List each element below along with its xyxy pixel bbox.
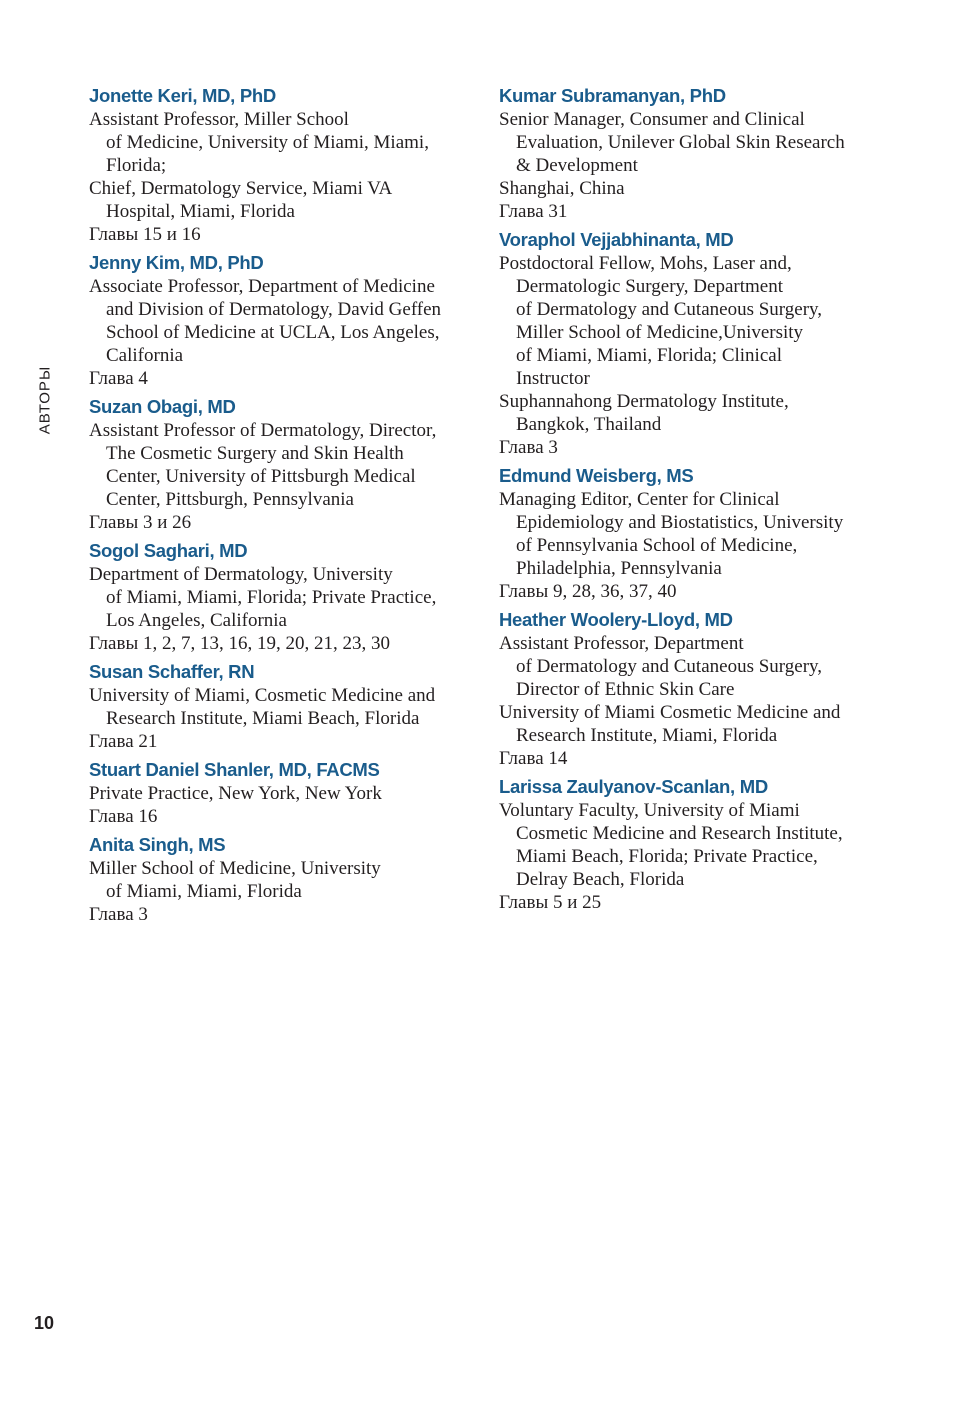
author-entry: [89, 84, 481, 246]
author-name: Stuart Daniel Shanler, MD, FACMS: [89, 759, 380, 780]
author-name: Anita Singh, MS: [89, 834, 226, 855]
affiliation-line: of Miami, Miami, Florida; Clinical: [516, 345, 782, 366]
affiliation-line: Chief, Dermatology Service, Miami VA: [89, 178, 393, 199]
author-entry: [499, 775, 891, 914]
author-name: Voraphol Vejjabhinanta, MD: [499, 229, 734, 250]
affiliation-line: of Miami, Miami, Florida: [106, 881, 302, 902]
affiliation-line: Главы 5 и 25: [499, 892, 602, 913]
affiliation-line: Instructor: [516, 368, 590, 389]
affiliation-line: Managing Editor, Center for Clinical: [499, 489, 780, 510]
affiliation-line: Private Practice, New York, New York: [89, 783, 382, 804]
affiliation-line: Hospital, Miami, Florida: [106, 201, 295, 222]
affiliation-line: University of Miami, Cosmetic Medicine and: [89, 685, 436, 706]
author-name: Heather Woolery-Lloyd, MD: [499, 609, 733, 630]
author-entry: [89, 758, 481, 828]
author-entry: [499, 464, 891, 603]
affiliation-line: Suphannahong Dermatology Institute,: [499, 391, 789, 412]
affiliation-line: Miller School of Medicine,University: [516, 322, 804, 343]
affiliation-line: Senior Manager, Consumer and Clinical: [499, 109, 805, 130]
affiliation-line: Глава 16: [89, 806, 158, 827]
affiliation-line: Los Angeles, California: [106, 610, 287, 631]
affiliation-line: Voluntary Faculty, University of Miami: [499, 800, 800, 821]
affiliation-line: Assistant Professor, Department: [499, 633, 744, 654]
affiliation-line: Center, University of Pittsburgh Medical: [106, 466, 416, 487]
author-entry: [89, 539, 481, 655]
author-entry: [89, 833, 481, 926]
affiliation-line: Philadelphia, Pennsylvania: [516, 558, 722, 579]
affiliation-line: Assistant Professor of Dermatology, Director,: [89, 420, 437, 441]
affiliation-line: Cosmetic Medicine and Research Institute,: [516, 823, 843, 844]
author-name: Kumar Subramanyan, PhD: [499, 85, 726, 106]
affiliation-line: Главы 3 и 26: [89, 512, 192, 533]
affiliation-line: Глава 21: [89, 731, 158, 752]
author-name: Jonette Keri, MD, PhD: [89, 85, 276, 106]
affiliation-line: of Dermatology and Cutaneous Surgery,: [516, 299, 823, 320]
author-entry: [89, 251, 481, 390]
affiliation-line: of Miami, Miami, Florida; Private Practice,: [106, 587, 437, 608]
affiliation-line: Evaluation, Unilever Global Skin Research: [516, 132, 845, 153]
author-name: Edmund Weisberg, MS: [499, 465, 694, 486]
affiliation-line: Department of Dermatology, University: [89, 564, 393, 585]
author-name: Suzan Obagi, MD: [89, 396, 236, 417]
right-author-column: [499, 84, 891, 919]
affiliation-line: of Medicine, University of Miami, Miami,: [106, 132, 429, 153]
affiliation-line: Глава 14: [499, 748, 568, 769]
affiliation-line: Research Institute, Miami, Florida: [516, 725, 778, 746]
author-name: Larissa Zaulyanov-Scanlan, MD: [499, 776, 768, 797]
affiliation-line: Dermatologic Surgery, Department: [516, 276, 783, 297]
author-name: Jenny Kim, MD, PhD: [89, 252, 264, 273]
affiliation-line: School of Medicine at UCLA, Los Angeles,: [106, 322, 440, 343]
affiliation-line: Главы 9, 28, 36, 37, 40: [499, 581, 677, 602]
affiliation-line: Главы 15 и 16: [89, 224, 201, 245]
affiliation-line: Shanghai, China: [499, 178, 625, 199]
author-entry: [499, 608, 891, 770]
affiliation-line: Postdoctoral Fellow, Mohs, Laser and,: [499, 253, 792, 274]
affiliation-line: & Development: [516, 155, 638, 176]
author-name: Sogol Saghari, MD: [89, 540, 248, 561]
affiliation-line: Delray Beach, Florida: [516, 869, 685, 890]
affiliation-line: Miami Beach, Florida; Private Practice,: [516, 846, 818, 867]
affiliation-line: Assistant Professor, Miller School: [89, 109, 349, 130]
section-side-label: АВТОРЫ: [36, 365, 54, 435]
affiliation-line: Miller School of Medicine, University: [89, 858, 381, 879]
affiliation-line: Глава 4: [89, 368, 148, 389]
left-author-column: [89, 84, 481, 931]
affiliation-line: and Division of Dermatology, David Geffen: [106, 299, 442, 320]
affiliation-line: California: [106, 345, 184, 366]
affiliation-line: Глава 31: [499, 201, 568, 222]
page-number: 10: [34, 1313, 55, 1333]
affiliation-line: Center, Pittsburgh, Pennsylvania: [106, 489, 354, 510]
affiliation-line: Глава 3: [89, 904, 148, 925]
affiliation-line: Associate Professor, Department of Medicine: [89, 276, 435, 297]
affiliation-line: Epidemiology and Biostatistics, University: [516, 512, 844, 533]
affiliation-line: Главы 1, 2, 7, 13, 16, 19, 20, 21, 23, 30: [89, 633, 390, 654]
affiliation-line: of Dermatology and Cutaneous Surgery,: [516, 656, 823, 677]
affiliation-line: The Cosmetic Surgery and Skin Health: [106, 443, 404, 464]
affiliation-line: University of Miami Cosmetic Medicine and: [499, 702, 841, 723]
author-entry: [499, 228, 891, 459]
author-entry: [89, 660, 481, 753]
author-name: Susan Schaffer, RN: [89, 661, 255, 682]
affiliation-line: Florida;: [106, 155, 167, 176]
affiliation-line: Research Institute, Miami Beach, Florida: [106, 708, 420, 729]
affiliation-line: Director of Ethnic Skin Care: [516, 679, 735, 700]
affiliation-line: Bangkok, Thailand: [516, 414, 662, 435]
author-entry: [89, 395, 481, 534]
affiliation-line: Глава 3: [499, 437, 558, 458]
affiliation-line: of Pennsylvania School of Medicine,: [516, 535, 798, 556]
author-entry: [499, 84, 891, 223]
